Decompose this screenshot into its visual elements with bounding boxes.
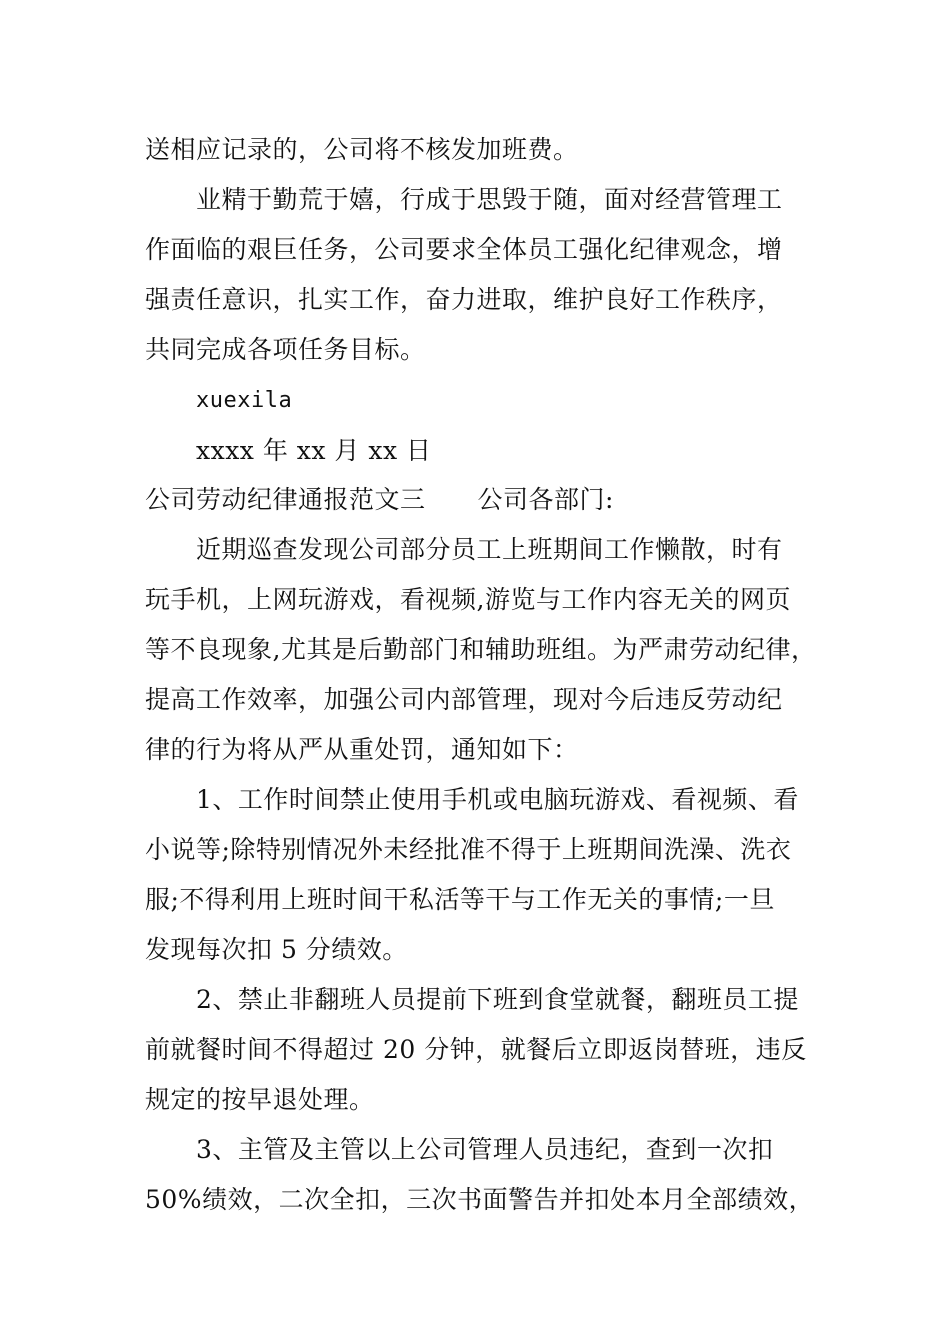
- text-line: 服;不得利用上班时间干私活等干与工作无关的事情;一旦: [145, 885, 775, 914]
- signature-date: xxxx 年 xx 月 xx 日: [196, 436, 432, 465]
- text-line: 作面临的艰巨任务，公司要求全体员工强化纪律观念，增: [145, 235, 783, 264]
- paragraph-line: 业精于勤荒于嬉，行成于思毁于随，面对经营管理工: [196, 185, 783, 214]
- text-line: 50%绩效，二次全扣，三次书面警告并扣处本月全部绩效，: [145, 1185, 815, 1214]
- text-line: 前就餐时间不得超过 20 分钟，就餐后立即返岗替班，违反: [145, 1035, 807, 1064]
- text-line: 提高工作效率，加强公司内部管理，现对今后违反劳动纪: [145, 685, 783, 714]
- text-line: 等不良现象,尤其是后勤部门和辅助班组。为严肃劳动纪律，: [145, 635, 817, 664]
- text-line: 共同完成各项任务目标。: [145, 335, 426, 364]
- text-line: 玩手机，上网玩游戏，看视频,游览与工作内容无关的网页: [145, 585, 791, 614]
- section-title: 公司劳动纪律通报范文三: [145, 485, 426, 514]
- text-line: 律的行为将从严从重处罚，通知如下：: [145, 735, 579, 764]
- paragraph-line: 3、主管及主管以上公司管理人员违纪，查到一次扣: [196, 1135, 774, 1164]
- text-line: 规定的按早退处理。: [145, 1085, 375, 1114]
- paragraph-line: 1、工作时间禁止使用手机或电脑玩游戏、看视频、看: [196, 785, 799, 814]
- text-line: 小说等;除特别情况外未经批准不得于上班期间洗澡、洗衣: [145, 835, 792, 864]
- text-line: 送相应记录的，公司将不核发加班费。: [145, 135, 579, 164]
- paragraph-line: 2、禁止非翻班人员提前下班到食堂就餐，翻班员工提: [196, 985, 799, 1014]
- recipient-line: 公司各部门:: [477, 485, 614, 514]
- text-line: 强责任意识，扎实工作，奋力进取，维护良好工作秩序，: [145, 285, 783, 314]
- paragraph-line: 近期巡查发现公司部分员工上班期间工作懒散，时有: [196, 535, 783, 564]
- signature-name: xuexila: [196, 388, 293, 413]
- text-line: 发现每次扣 5 分绩效。: [145, 935, 408, 964]
- section-heading: [145, 485, 614, 515]
